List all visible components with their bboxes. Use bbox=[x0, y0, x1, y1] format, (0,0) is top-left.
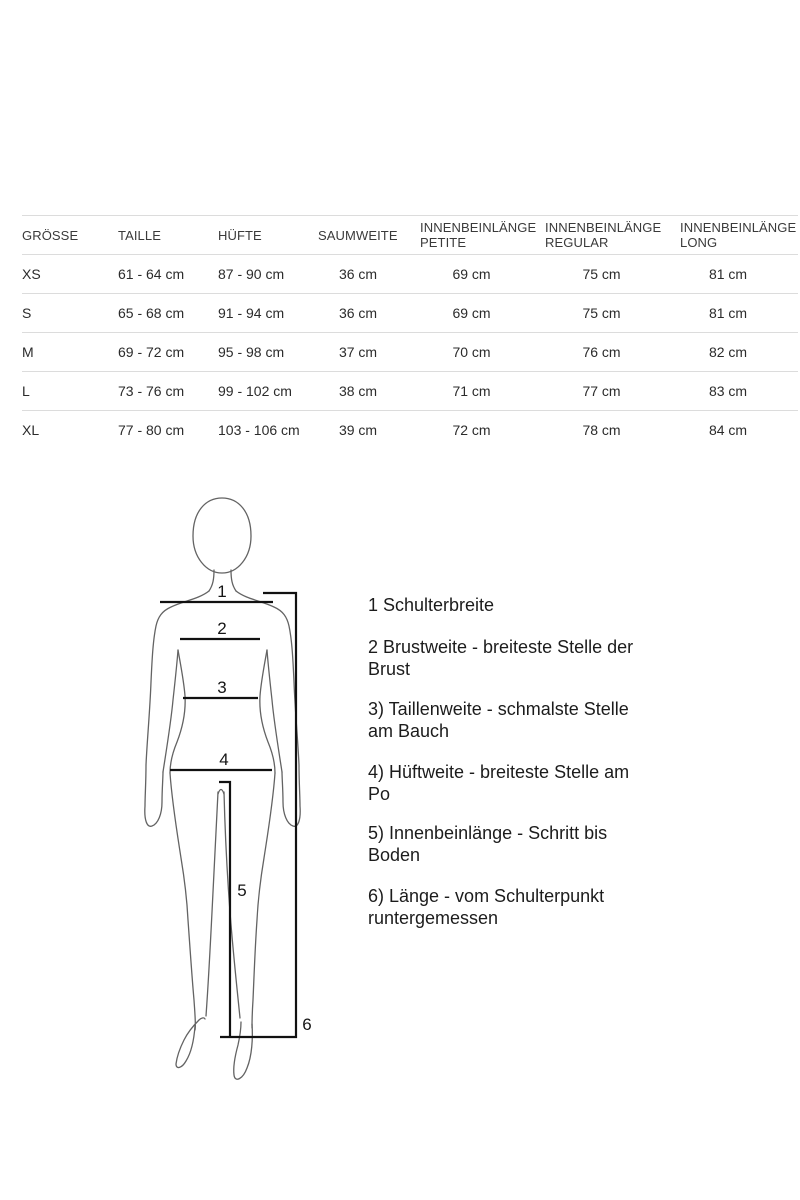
taille-value: 77 - 80 cm bbox=[118, 422, 185, 438]
innenbein-regular-value: 78 cm bbox=[582, 422, 621, 438]
table-row-s bbox=[22, 294, 798, 333]
innenbein-petite-value: 72 cm bbox=[452, 422, 491, 438]
innenbein-long-value: 83 cm bbox=[708, 383, 748, 399]
innenbein-petite-value: 70 cm bbox=[452, 344, 491, 360]
column-header-huefte: HÜFTE bbox=[218, 227, 262, 243]
huefte-value: 87 - 90 cm bbox=[218, 266, 285, 282]
column-header-groesse: GRÖSSE bbox=[22, 227, 79, 243]
size-label: L bbox=[22, 383, 30, 399]
innenbein-regular-value: 76 cm bbox=[582, 344, 621, 360]
saumweite-value: 39 cm bbox=[338, 422, 378, 438]
legend-item-shoulder: 1 Schulterbreite bbox=[368, 595, 495, 615]
size-chart-table bbox=[22, 215, 798, 449]
innenbein-petite-value: 69 cm bbox=[452, 266, 491, 282]
huefte-value: 99 - 102 cm bbox=[218, 383, 292, 399]
innenbein-long-value: 81 cm bbox=[708, 266, 748, 282]
column-header-saumweite: SAUMWEITE bbox=[318, 227, 398, 243]
table-row-m bbox=[22, 333, 798, 372]
table-header-row bbox=[22, 216, 798, 255]
marker-6: 6 bbox=[302, 1015, 312, 1034]
legend-item-waist: 3) Taillenweite - schmalste Stelle am Bauch bbox=[368, 699, 629, 741]
marker-5: 5 bbox=[237, 881, 247, 900]
table-row-xl bbox=[22, 411, 798, 450]
size-label: XL bbox=[22, 422, 40, 438]
column-header-innenbeinlaenge-long: INNENBEINLÄNGE LONG bbox=[680, 220, 797, 250]
innenbein-regular-value: 75 cm bbox=[582, 266, 621, 282]
marker-1: 1 bbox=[217, 582, 227, 601]
saumweite-value: 38 cm bbox=[338, 383, 378, 399]
taille-value: 61 - 64 cm bbox=[118, 266, 185, 282]
column-header-innenbeinlaenge-petite: INNENBEINLÄNGE PETITE bbox=[420, 220, 537, 250]
column-header-taille: TAILLE bbox=[118, 227, 161, 243]
legend-item-chest: 2 Brustweite - breiteste Stelle der Brust bbox=[368, 637, 634, 679]
innenbein-regular-value: 75 cm bbox=[582, 305, 621, 321]
measurement-lines bbox=[160, 593, 296, 1037]
table-row-l bbox=[22, 372, 798, 411]
size-label: S bbox=[22, 305, 32, 321]
innenbein-long-value: 81 cm bbox=[708, 305, 748, 321]
innenbein-long-value: 84 cm bbox=[708, 422, 748, 438]
huefte-value: 91 - 94 cm bbox=[218, 305, 285, 321]
column-header-innenbeinlaenge-regular: INNENBEINLÄNGE REGULAR bbox=[545, 220, 662, 250]
huefte-value: 103 - 106 cm bbox=[218, 422, 300, 438]
head-outline bbox=[193, 498, 251, 573]
innenbein-petite-value: 69 cm bbox=[452, 305, 491, 321]
taille-value: 73 - 76 cm bbox=[118, 383, 185, 399]
legend-item-hip: 4) Hüftweite - breiteste Stelle am Po bbox=[368, 762, 630, 804]
size-label: M bbox=[22, 344, 34, 360]
size-label: XS bbox=[22, 266, 41, 282]
taille-value: 65 - 68 cm bbox=[118, 305, 185, 321]
saumweite-value: 37 cm bbox=[338, 344, 378, 360]
body-measurement-diagram bbox=[140, 480, 340, 1100]
huefte-value: 95 - 98 cm bbox=[218, 344, 285, 360]
innenbein-petite-value: 71 cm bbox=[452, 383, 491, 399]
measurement-markers bbox=[217, 582, 311, 1034]
legend-item-length: 6) Länge - vom Schulterpunkt runtergemessen bbox=[368, 886, 605, 928]
marker-2: 2 bbox=[217, 619, 227, 638]
table-row-xs bbox=[22, 255, 798, 294]
marker-3: 3 bbox=[217, 678, 227, 697]
saumweite-value: 36 cm bbox=[338, 305, 378, 321]
legend-item-inseam: 5) Innenbeinlänge - Schritt bis Boden bbox=[368, 823, 608, 865]
innenbein-regular-value: 77 cm bbox=[582, 383, 621, 399]
saumweite-value: 36 cm bbox=[338, 266, 378, 282]
taille-value: 69 - 72 cm bbox=[118, 344, 185, 360]
marker-4: 4 bbox=[219, 750, 229, 769]
innenbein-long-value: 82 cm bbox=[708, 344, 748, 360]
